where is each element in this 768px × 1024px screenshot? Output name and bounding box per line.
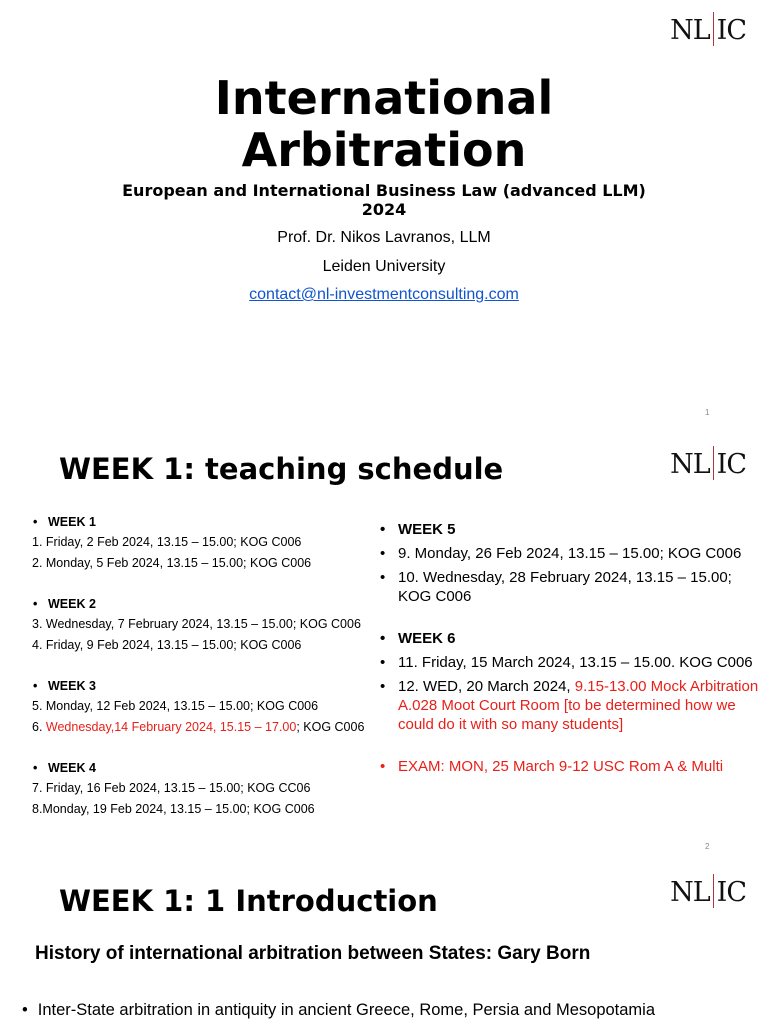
week-6-label: • WEEK 6 <box>380 629 760 648</box>
session-6-date: Wednesday,14 February 2024, 15.15 – 17.00 <box>45 720 297 734</box>
session-3: 3. Wednesday, 7 February 2024, 13.15 – 15.00; KOG C006 <box>32 617 361 631</box>
logo-text-right: IC <box>716 15 746 46</box>
logo-text-left: NL <box>670 877 710 908</box>
logo-text-right: IC <box>716 877 746 908</box>
subtitle-line-2: 2024 <box>361 200 407 219</box>
author-name: Prof. Dr. Nikos Lavranos, LLM <box>277 229 491 246</box>
session-6-room: ; KOG C006 <box>296 720 365 734</box>
logo-divider <box>713 12 714 46</box>
email-link[interactable]: contact@nl-investmentconsulting.com <box>249 286 519 303</box>
session-8: 8.Monday, 19 Feb 2024, 13.15 – 15.00; KOG C006 <box>32 802 315 816</box>
nlic-logo <box>670 446 746 480</box>
logo-text-left: NL <box>670 449 710 480</box>
session-4: 4. Friday, 9 Feb 2024, 13.15 – 15.00; KOG C006 <box>32 638 302 652</box>
presentation-subtitle <box>0 181 768 219</box>
session-12-date: 12. WED, 20 March 2024, <box>398 678 575 695</box>
logo-divider <box>713 874 714 908</box>
week-1-label: • WEEK 1 <box>33 512 378 532</box>
session-11: • 11. Friday, 15 March 2024, 13.15 – 15.00. KOG C006 <box>380 653 760 672</box>
email-line <box>0 286 768 304</box>
nlic-logo <box>670 874 746 908</box>
logo-text-left: NL <box>670 15 710 46</box>
exam-info: • EXAM: MON, 25 March 9-12 USC Rom A & Multi <box>380 757 760 776</box>
session-6 <box>32 717 378 738</box>
session-12 <box>380 677 760 734</box>
presentation-title <box>0 72 768 176</box>
slide-2 <box>0 432 768 864</box>
section-heading: History of international arbitration between States: Gary Born <box>35 943 591 964</box>
week-3-label: • WEEK 3 <box>33 676 378 696</box>
page-number: 2 <box>705 842 710 851</box>
title-line-2: Arbitration <box>241 123 527 177</box>
week-2-label: • WEEK 2 <box>33 594 378 614</box>
session-12-details: 9.15-13.00 Mock Arbitration A.028 Moot Court Room [to be determined how we could do it with so many students] <box>398 678 759 733</box>
slide-title: WEEK 1: teaching schedule <box>59 452 504 486</box>
subtitle-line-1: European and International Business Law (advanced LLM) <box>122 181 646 200</box>
session-9: • 9. Monday, 26 Feb 2024, 13.15 – 15.00; KOG C006 <box>380 544 760 563</box>
nlic-logo <box>670 12 746 46</box>
session-1: 1. Friday, 2 Feb 2024, 13.15 – 15.00; KOG C006 <box>32 535 302 549</box>
schedule-left-column <box>33 512 378 820</box>
session-2: 2. Monday, 5 Feb 2024, 13.15 – 15.00; KOG C006 <box>32 556 312 570</box>
logo-divider <box>713 446 714 480</box>
week-5-label: • WEEK 5 <box>380 520 760 539</box>
session-10: • 10. Wednesday, 28 February 2024, 13.15 – 15.00; KOG C006 <box>380 568 760 606</box>
bullet-item: • Inter-State arbitration in antiquity in ancient Greece, Rome, Persia and Mesopotamia <box>22 1001 655 1020</box>
session-7: 7. Friday, 16 Feb 2024, 13.15 – 15.00; KOG CC06 <box>32 781 311 795</box>
page-number: 1 <box>705 408 710 417</box>
slide-1 <box>0 0 768 432</box>
slide-3 <box>0 864 768 1024</box>
logo-text-right: IC <box>716 449 746 480</box>
institution-name: Leiden University <box>322 258 446 275</box>
session-6-number: 6. <box>32 720 46 734</box>
title-line-1: International <box>214 71 554 125</box>
session-5: 5. Monday, 12 Feb 2024, 13.15 – 15.00; KOG C006 <box>32 699 319 713</box>
schedule-right-column <box>380 520 760 781</box>
slide-title: WEEK 1: 1 Introduction <box>59 884 438 918</box>
week-4-label: • WEEK 4 <box>33 758 378 778</box>
